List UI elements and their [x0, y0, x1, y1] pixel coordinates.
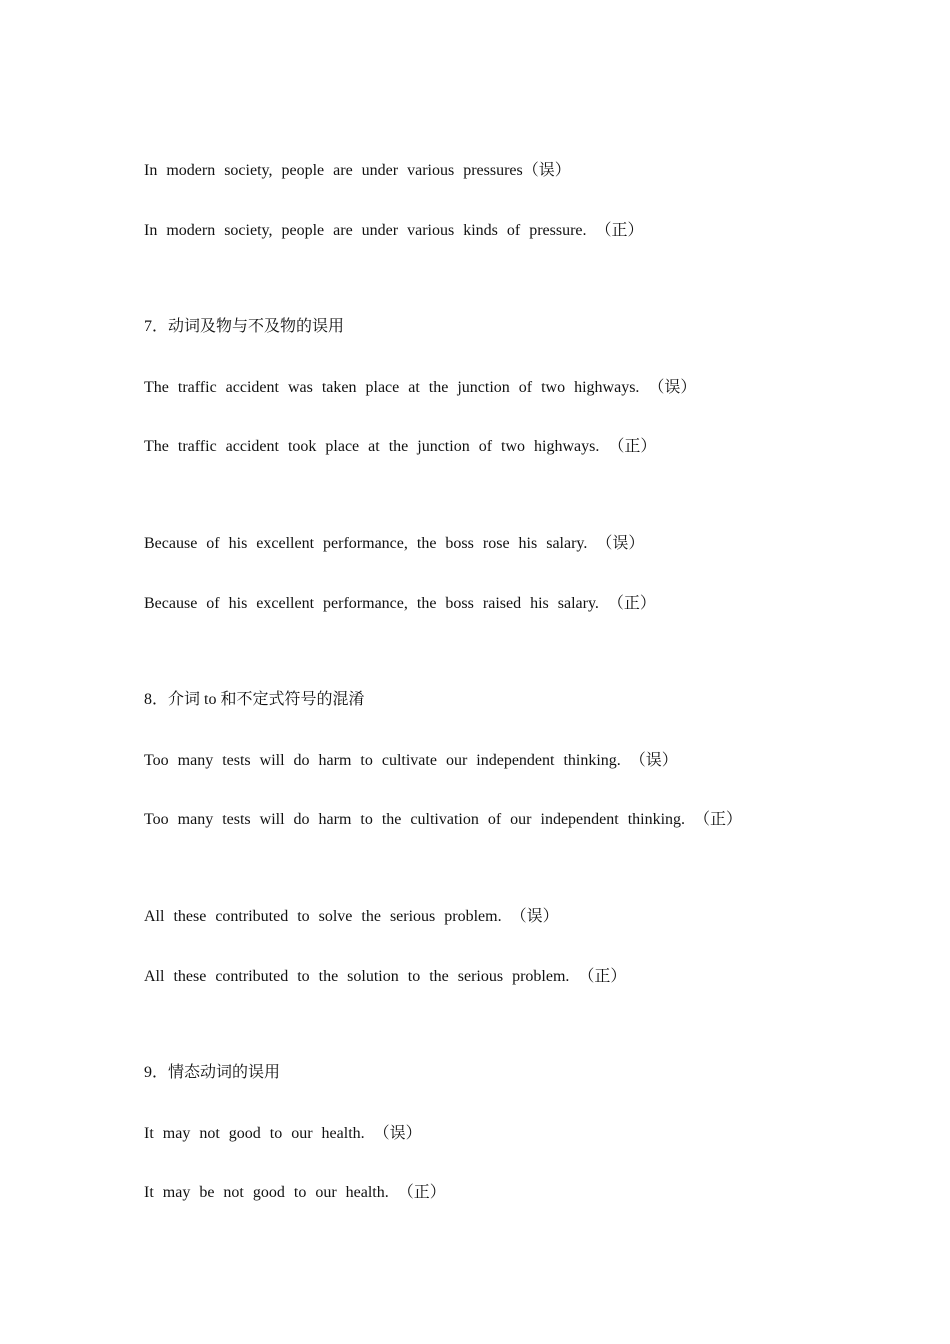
section-8-example-2-right: All these contributed to the solution to the serious problem. （正） [144, 968, 627, 985]
section-7-example-2-right: Because of his excellent performance, the boss raised his salary. （正） [144, 595, 656, 612]
intro-wrong-sentence: In modern society, people are under various pressures（误） [144, 162, 571, 179]
section-9-example-1-right: It may be not good to our health. （正） [144, 1184, 446, 1201]
section-7-example-1-right: The traffic accident took place at the junction of two highways. （正） [144, 438, 657, 455]
section-8-example-1-right: Too many tests will do harm to the cultivation of our independent thinking. （正） [144, 811, 743, 828]
section-heading-7: 7．动词及物与不及物的误用 [144, 318, 345, 335]
section-7-example-2-wrong: Because of his excellent performance, the boss rose his salary. （误） [144, 535, 645, 552]
section-8-example-1-wrong: Too many tests will do harm to cultivate our independent thinking. （误） [144, 752, 678, 769]
section-9-example-1-wrong: It may not good to our health. （误） [144, 1125, 422, 1142]
section-7-example-1-wrong: The traffic accident was taken place at the junction of two highways. （误） [144, 379, 697, 396]
section-heading-8: 8．介词 to 和不定式符号的混淆 [144, 691, 365, 708]
intro-right-sentence: In modern society, people are under various kinds of pressure. （正） [144, 222, 644, 239]
section-8-example-2-wrong: All these contributed to solve the serious problem. （误） [144, 908, 559, 925]
section-heading-9: 9．情态动词的误用 [144, 1064, 281, 1081]
